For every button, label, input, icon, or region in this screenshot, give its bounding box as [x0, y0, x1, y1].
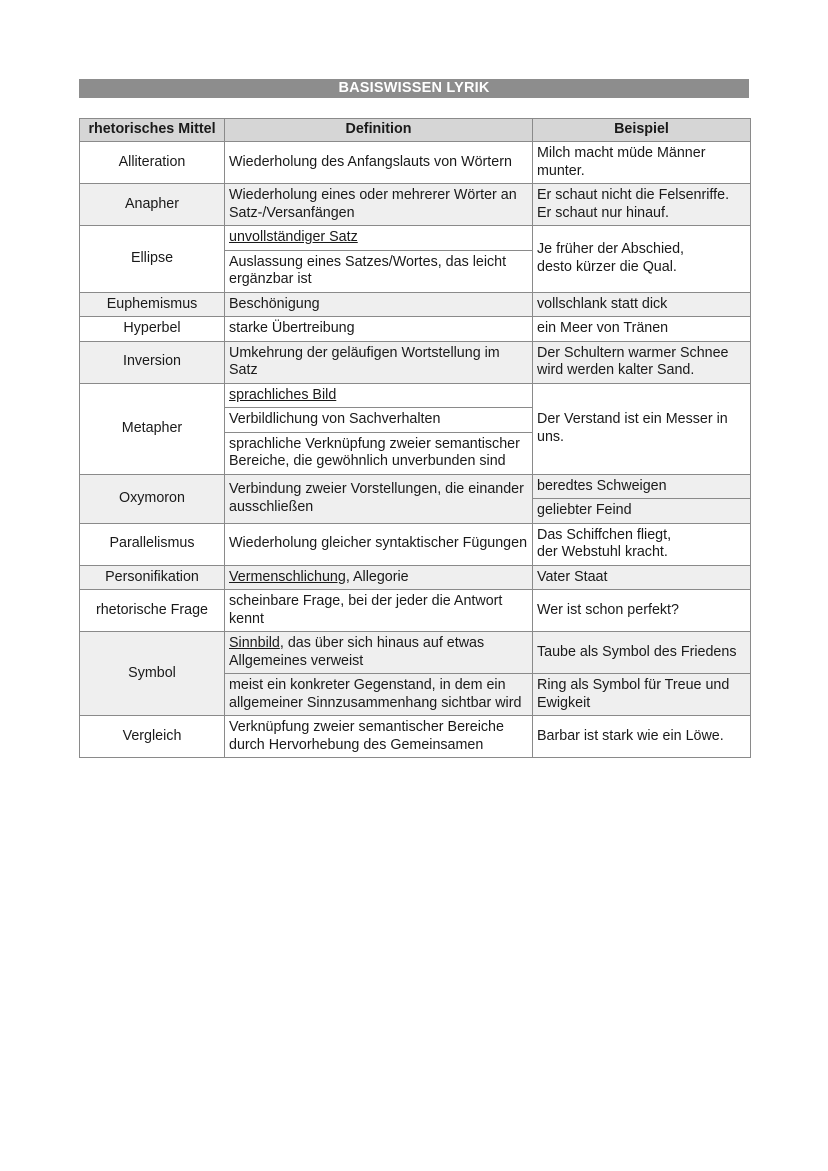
table-row: [80, 565, 751, 590]
definition-cell: Wiederholung des Anfangslauts von Wörtern: [225, 142, 533, 184]
example-cell: geliebter Feind: [533, 499, 751, 524]
definition-text: , Allegorie: [345, 568, 409, 585]
term-cell: Oxymoron: [80, 474, 225, 523]
definition-cell: Wiederholung eines oder mehrerer Wörter an Satz-/Versanfängen: [225, 184, 533, 226]
underlined-text: sprachliches Bild: [229, 386, 337, 403]
definition-cell: Auslassung eines Satzes/Wortes, das leicht ergänzbar ist: [225, 250, 533, 292]
example-cell: Das Schiffchen fliegt, der Webstuhl kracht.: [533, 523, 751, 565]
term-cell: Metapher: [80, 383, 225, 474]
underlined-text: Vermenschlichung: [229, 568, 346, 585]
table-row: [80, 341, 751, 383]
definition-cell: sprachliche Verknüpfung zweier semantischer Bereiche, die gewöhnlich unverbunden sind: [225, 432, 533, 474]
example-cell: vollschlank statt dick: [533, 292, 751, 317]
table-row: [80, 632, 751, 674]
table-row: [80, 292, 751, 317]
definition-cell: scheinbare Frage, bei der jeder die Antwort kennt: [225, 590, 533, 632]
table-row: [80, 226, 751, 251]
definition-cell: [225, 565, 533, 590]
definition-cell: Verbildlichung von Sachverhalten: [225, 408, 533, 433]
definition-cell: starke Übertreibung: [225, 317, 533, 342]
definition-cell: Verknüpfung zweier semantischer Bereiche durch Hervorhebung des Gemeinsamen: [225, 716, 533, 758]
example-cell: Vater Staat: [533, 565, 751, 590]
definition-cell: meist ein konkreter Gegenstand, in dem ein allgemeiner Sinnzusammenhang sichtbar wird: [225, 674, 533, 716]
term-cell: Personifikation: [80, 565, 225, 590]
table-header-row: [80, 119, 751, 142]
table-row: [80, 716, 751, 758]
term-cell: Symbol: [80, 632, 225, 716]
table-row: [80, 184, 751, 226]
definition-cell: Beschönigung: [225, 292, 533, 317]
underlined-text: Sinnbild: [229, 635, 280, 651]
table-row: [80, 142, 751, 184]
term-cell: Alliteration: [80, 142, 225, 184]
term-cell: Anapher: [80, 184, 225, 226]
example-cell: Der Schultern warmer Schnee wird werden kalter Sand.: [533, 341, 751, 383]
example-cell: Milch macht müde Männer munter.: [533, 142, 751, 184]
definition-cell: Wiederholung gleicher syntaktischer Fügungen: [225, 523, 533, 565]
underlined-text: unvollständiger Satz: [229, 229, 358, 245]
header-term: rhetorisches Mittel: [80, 119, 225, 142]
table-row: [80, 523, 751, 565]
example-cell: Wer ist schon perfekt?: [533, 590, 751, 632]
table-row: [80, 383, 751, 408]
example-cell: Taube als Symbol des Friedens: [533, 632, 751, 674]
definition-cell: [225, 226, 533, 251]
table-row: [80, 474, 751, 499]
term-cell: Vergleich: [80, 716, 225, 758]
term-cell: Inversion: [80, 341, 225, 383]
header-definition: Definition: [225, 119, 533, 142]
term-cell: Ellipse: [80, 226, 225, 293]
example-cell: Der Verstand ist ein Messer in uns.: [533, 383, 751, 474]
definition-cell: Verbindung zweier Vorstellungen, die einander ausschließen: [225, 474, 533, 523]
rhetoric-table: [79, 118, 751, 758]
page-title: BASISWISSEN LYRIK: [79, 79, 749, 98]
definition-cell: [225, 632, 533, 674]
term-cell: rhetorische Frage: [80, 590, 225, 632]
term-cell: Hyperbel: [80, 317, 225, 342]
table-row: [80, 590, 751, 632]
header-example: Beispiel: [533, 119, 751, 142]
definition-cell: [225, 383, 533, 408]
table-row: [80, 317, 751, 342]
example-cell: Je früher der Abschied, desto kürzer die Qual.: [533, 226, 751, 293]
example-cell: Er schaut nicht die Felsenriffe. Er schaut nur hinauf.: [533, 184, 751, 226]
definition-text: , das über sich hinaus auf etwas Allgemeines verweist: [229, 635, 485, 669]
example-cell: ein Meer von Tränen: [533, 317, 751, 342]
example-cell: Barbar ist stark wie ein Löwe.: [533, 716, 751, 758]
term-cell: Euphemismus: [80, 292, 225, 317]
example-cell: Ring als Symbol für Treue und Ewigkeit: [533, 674, 751, 716]
term-cell: Parallelismus: [80, 523, 225, 565]
definition-cell: Umkehrung der geläufigen Wortstellung im Satz: [225, 341, 533, 383]
example-cell: beredtes Schweigen: [533, 474, 751, 499]
